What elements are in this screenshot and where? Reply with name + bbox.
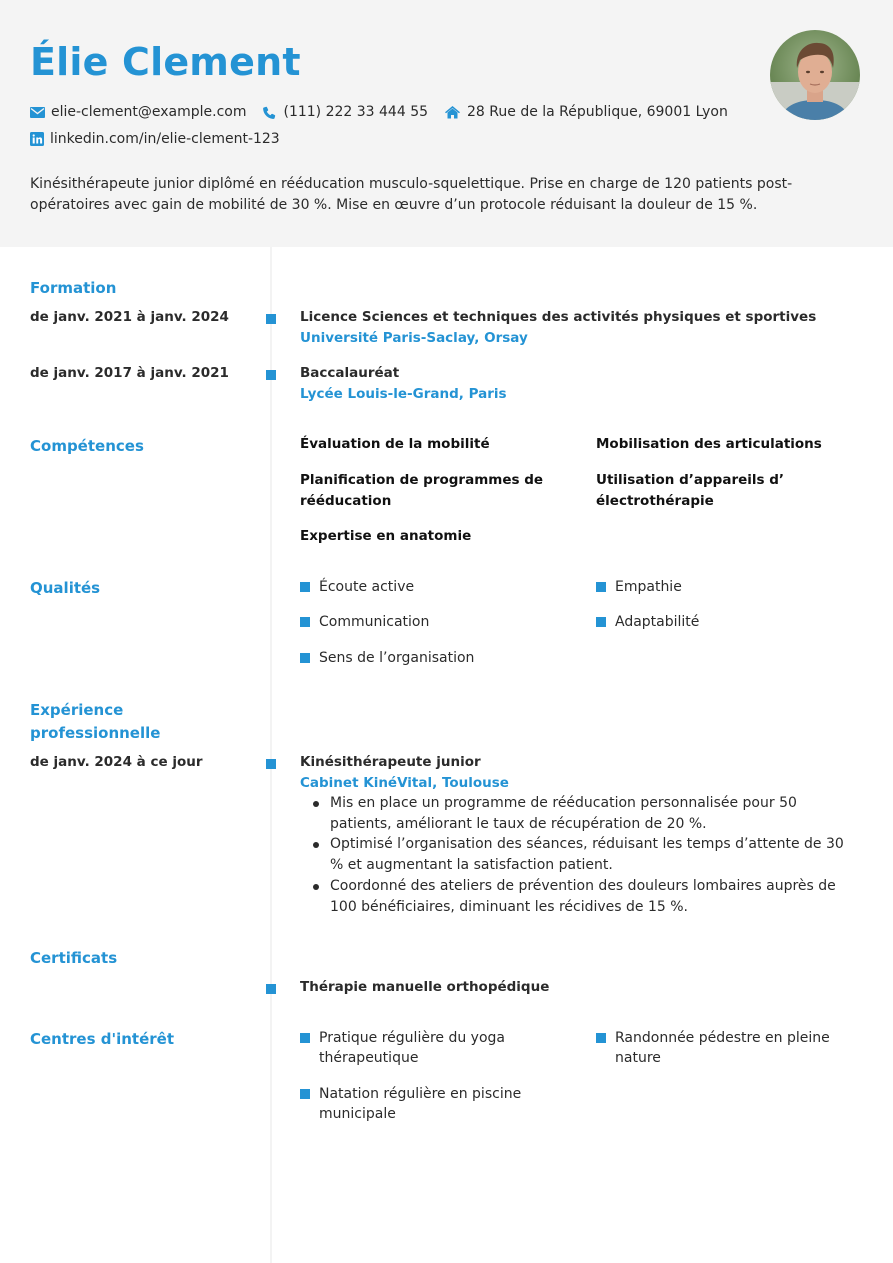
quality-item: [300, 648, 550, 668]
formation-date: de janv. 2021 à janv. 2024: [30, 309, 229, 325]
bullet-dot-icon: [313, 801, 319, 807]
contact-address: [444, 104, 728, 120]
contact-linkedin[interactable]: [30, 131, 280, 147]
bullet-item: [330, 876, 860, 917]
bullet-dot-icon: [313, 884, 319, 890]
certificate-item: Thérapie manuelle orthopédique: [300, 979, 550, 995]
formation-school: Université Paris-Saclay, Orsay: [300, 330, 528, 346]
quality-item: [300, 577, 550, 597]
quality-text: Empathie: [615, 579, 682, 595]
envelope-icon: [30, 107, 45, 118]
skill-item: Mobilisation des articulations: [596, 436, 822, 452]
experience-role: Kinésithérapeute junior: [300, 754, 481, 770]
skill-item: Évaluation de la mobilité: [300, 436, 490, 452]
phone-text: (111) 222 33 444 55: [283, 104, 429, 120]
quality-item: [596, 577, 846, 597]
timeline-marker: [266, 984, 276, 994]
quality-text: Sens de l’organisation: [319, 650, 475, 666]
section-title-competences: Compétences: [30, 437, 144, 455]
timeline-marker: [266, 314, 276, 324]
quality-text: Adaptabilité: [615, 614, 700, 630]
bullet-item: [330, 793, 860, 834]
square-bullet-icon: [300, 617, 310, 627]
experience-date: de janv. 2024 à ce jour: [30, 754, 203, 770]
contact-row: [30, 104, 744, 120]
skill-item: Utilisation d’appareils d’ électrothérapie: [596, 472, 785, 509]
skill-item: Expertise en anatomie: [300, 528, 472, 544]
bullet-text: Optimisé l’organisation des séances, réduisant les temps d’attente de 30 % et augmentant la satisfaction patient.: [330, 836, 844, 874]
profile-summary: Kinésithérapeute junior diplômé en rééducation musculo-squelettique. Prise en charge de 120 patients post-opératoires avec gain de mobilité de 30 %. Mise en œuvre d’un protocole réduisant la douleur de 15 %.: [30, 176, 793, 213]
linkedin-icon: [30, 132, 44, 146]
timeline-marker: [266, 370, 276, 380]
square-bullet-icon: [300, 582, 310, 592]
quality-text: Écoute active: [319, 579, 415, 595]
candidate-name: Élie Clement: [30, 40, 301, 84]
interest-text: Pratique régulière du yoga thérapeutique: [319, 1030, 505, 1066]
contact-email[interactable]: [30, 104, 246, 120]
square-bullet-icon: [596, 582, 606, 592]
square-bullet-icon: [596, 617, 606, 627]
quality-item: [300, 612, 550, 632]
linkedin-text: linkedin.com/in/elie-clement-123: [50, 131, 280, 147]
formation-school: Lycée Louis-le-Grand, Paris: [300, 386, 507, 402]
square-bullet-icon: [596, 1033, 606, 1043]
section-title-formation: Formation: [30, 279, 117, 297]
phone-icon: [262, 105, 277, 120]
interest-item: [300, 1084, 560, 1124]
interest-item: [596, 1028, 856, 1068]
address-text: 28 Rue de la République, 69001 Lyon: [467, 104, 728, 120]
profile-photo: [770, 30, 860, 120]
interest-item: [300, 1028, 560, 1068]
contact-row-2: [30, 131, 296, 147]
skill-item: Planification de programmes de rééducation: [300, 472, 544, 509]
experience-company: Cabinet KinéVital, Toulouse: [300, 775, 509, 791]
resume-header: [0, 0, 893, 247]
quality-item: [596, 612, 846, 632]
formation-date: de janv. 2017 à janv. 2021: [30, 365, 229, 381]
section-title-qualites: Qualités: [30, 579, 101, 597]
square-bullet-icon: [300, 1089, 310, 1099]
bullet-dot-icon: [313, 842, 319, 848]
experience-bullets: [330, 793, 860, 917]
section-title-certificats: Certificats: [30, 949, 118, 967]
home-icon: [444, 105, 461, 119]
bullet-text: Coordonné des ateliers de prévention des douleurs lombaires auprès de 100 bénéficiaires, diminuant les récidives de 15 %.: [330, 877, 836, 915]
square-bullet-icon: [300, 653, 310, 663]
section-title-interets: Centres d'intérêt: [30, 1030, 174, 1048]
formation-degree: Baccalauréat: [300, 365, 400, 381]
interest-text: Natation régulière en piscine municipale: [319, 1086, 522, 1122]
interest-text: Randonnée pédestre en pleine nature: [615, 1030, 830, 1066]
column-divider: [270, 247, 272, 1263]
formation-degree: Licence Sciences et techniques des activités physiques et sportives: [300, 309, 817, 325]
email-text: elie-clement@example.com: [51, 104, 247, 120]
timeline-marker: [266, 759, 276, 769]
square-bullet-icon: [300, 1033, 310, 1043]
section-title-experience: Expérience professionnelle: [30, 701, 161, 742]
bullet-text: Mis en place un programme de rééducation personnalisée pour 50 patients, améliorant le taux de récupération de 20 %.: [330, 795, 797, 832]
quality-text: Communication: [319, 614, 430, 630]
bullet-item: [330, 834, 860, 875]
contact-phone[interactable]: [262, 104, 428, 120]
